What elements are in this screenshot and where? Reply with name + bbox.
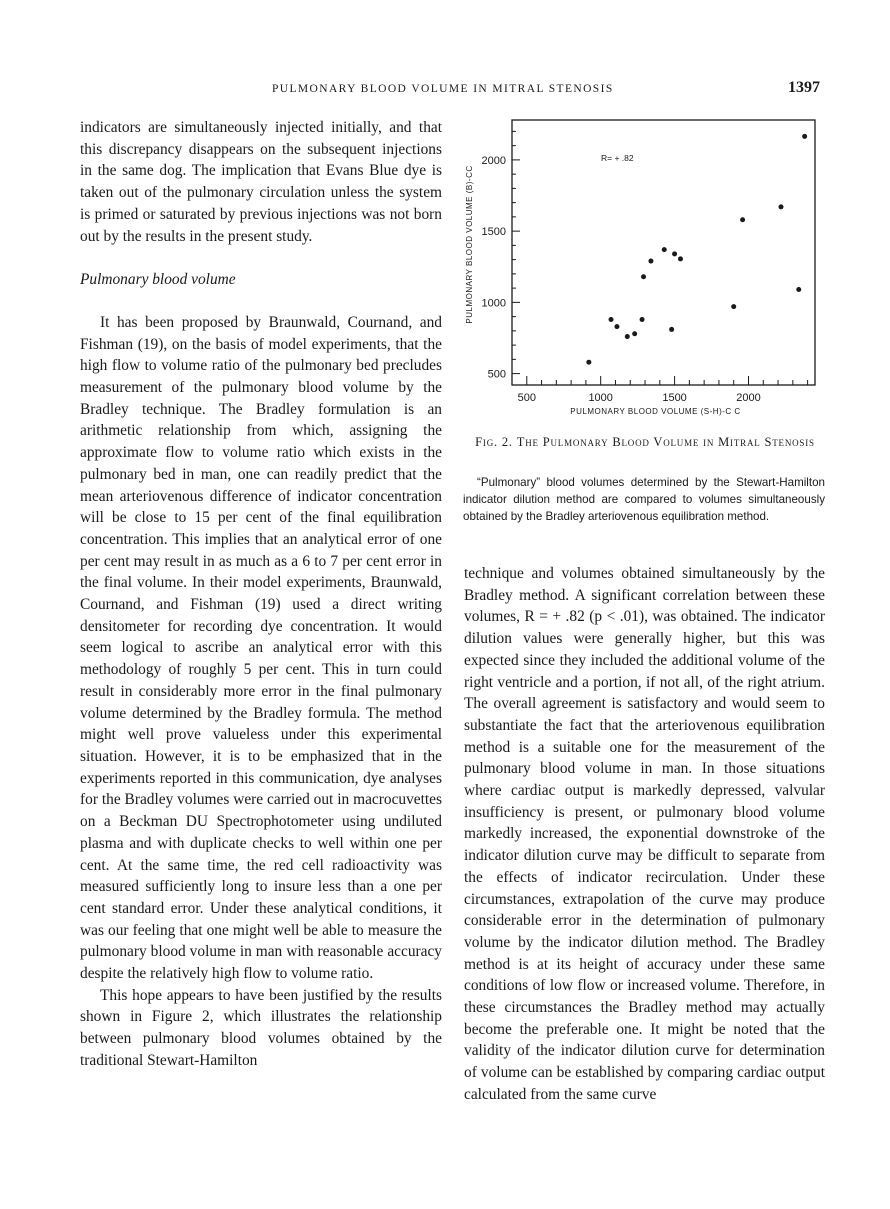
data-point (662, 247, 667, 252)
data-point (796, 287, 801, 292)
paragraph: It has been proposed by Braunwald, Cournand, and Fishman (19), on the basis of model experiments, that the high flow to volume ratio of the pulmonary bed precludes measurement of the pulmonary blood volume by the Bradley technique. The Bradley formulation is an arithmetic relationship from which, assigning the approximate flow to volume ratio which exists in the pulmonary bed in man, one can readily predict that the mean arteriovenous difference of indicator concentration will be close to 15 per cent of the final equilibration concentration. This implies that an analytical error of one per cent may result in as much as a 6 to 7 per cent error in the final volume. In their model experiments, Braunwald, Cournand, and Fishman (19) used a direct writing densitometer for recording dye concentration. It would seem logical to ascribe an analytical error with this methodology of roughly 5 per cent. This in turn could result in considerably more error in the final pulmonary volume determined by the Bradley formula. The method might well prove valueless under this experimental situation. However, it is to be emphasized that in the experiments reported in this communication, dye analyses for the Bradley volumes were carried out in macrocuvettes on a Beckman DU Spectrophotometer using undiluted plasma and with duplicate checks to well within one per cent. At the same time, the red cell radioactivity was measured sufficiently long to insure less than a one per cent standard error. Under these analytical conditions, it was our feeling that one might well be able to measure the pulmonary blood volume in man with reasonable accuracy despite the relatively high flow to volume ratio. (80, 313, 442, 983)
figure-description (463, 474, 825, 525)
y-tick-label: 1000 (481, 297, 506, 310)
figure-caption (465, 434, 825, 451)
figure-label: Fig. 2. (475, 435, 513, 449)
x-tick-label: 1500 (662, 392, 687, 404)
left-column (80, 117, 442, 1072)
data-point (586, 360, 591, 365)
x-tick-label: 500 (517, 392, 536, 404)
data-point (678, 256, 683, 261)
data-point (669, 327, 674, 332)
page-header (0, 79, 890, 103)
figure-title: The Pulmonary Blood Volume in Mitral Stenosis (516, 435, 815, 449)
figure-2 (455, 110, 835, 550)
data-point (648, 259, 653, 264)
x-axis-title: PULMONARY BLOOD VOLUME (S-H)-C C (570, 407, 741, 416)
data-point (609, 317, 614, 322)
data-point (614, 324, 619, 329)
data-point (672, 251, 677, 256)
paragraph: This hope appears to have been justified by the results shown in Figure 2, which illustrates the relationship between pulmonary blood volumes obtained by the traditional Stewart-Hamilton (80, 986, 442, 1069)
paragraph: technique and volumes obtained simultaneously by the Bradley method. A significant correlation between these volumes, R = + .82 (p < .01), was obtained. The indicator dilution values were generally higher, but this was expected since they included the additional volume of the right ventricle and a portion, if not all, of the right atrium. The overall agreement is satisfactory and would seem to substantiate the fact that the arteriovenous equilibration method is a suitable one for the measurement of the pulmonary blood volume in man. In those situations where cardiac output is markedly depressed, valvular insufficiency is present, or pulmonary blood volume markedly increased, the exponential downstroke of the indicator dilution curve may be difficult to separate from the effects of indicator recirculation. Under these circumstances, extrapolation of the curve may produce considerable error in the determination of pulmonary volume by the indicator dilution method. The Bradley method is at its height of accuracy under these same conditions of low flow or increased volume. Therefore, in these circumstances the Bradley method may actually become the preferable one. It might be noted that the validity of the indicator dilution curve for determination of volume can be established by comparing cardiac output calculated from the same curve (464, 565, 825, 1103)
figure-description-text: “Pulmonary” blood volumes determined by the Stewart-Hamilton indicator dilution method are compared to volumes simultaneously obtained by the Bradley arteriovenous equilibration method. (463, 476, 825, 523)
data-point (779, 204, 784, 209)
data-point (640, 317, 645, 322)
section-subheading: Pulmonary blood volume (80, 271, 236, 289)
data-point (731, 304, 736, 309)
x-tick-label: 1000 (588, 392, 613, 404)
data-point (802, 134, 807, 139)
y-tick-label: 500 (487, 368, 506, 381)
data-point (625, 334, 630, 339)
x-tick-label: 2000 (736, 392, 761, 404)
plot-frame (512, 120, 815, 385)
paragraph: indicators are simultaneously injected initially, and that this discrepancy disappears on the subsequent injections in the same dog. The implication that Evans Blue dye is taken out of the pulmonary circulation unless the system is primed or saturated by previous injections was not born out by the results in the present study. (80, 119, 442, 245)
right-column (464, 563, 825, 1106)
y-tick-label: 1500 (481, 226, 506, 239)
running-title: PULMONARY BLOOD VOLUME IN MITRAL STENOSIS (272, 83, 614, 95)
data-point (641, 274, 646, 279)
y-axis-title: PULMONARY BLOOD VOLUME (B)-CC (465, 165, 474, 324)
data-point (740, 217, 745, 222)
scatter-plot (455, 110, 835, 430)
correlation-annotation: R= + .82 (601, 153, 634, 163)
y-tick-label: 2000 (481, 154, 506, 167)
page-number: 1397 (788, 79, 820, 96)
data-point (632, 331, 637, 336)
